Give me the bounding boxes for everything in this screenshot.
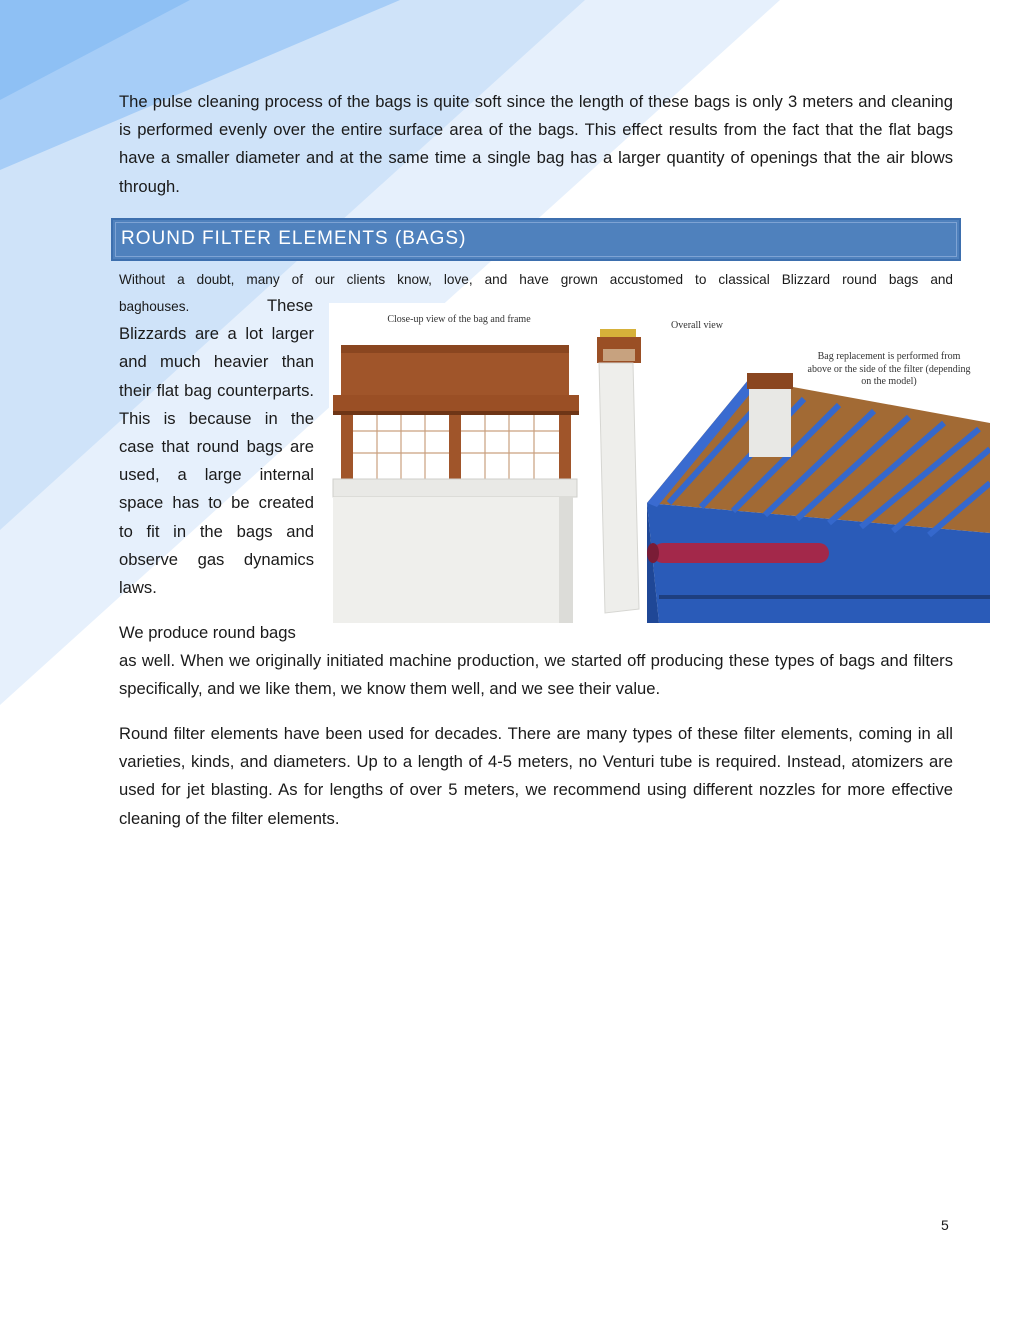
side-column-text bbox=[119, 292, 314, 602]
frame-lip-edge bbox=[333, 411, 579, 415]
section-heading-bar bbox=[111, 218, 961, 261]
bag-shadow bbox=[559, 497, 573, 623]
label-replacement-line-1: Bag replacement is performed from bbox=[817, 351, 961, 362]
paragraph-we-produce: as well. When we originally initiated machine production, we started off producing these types of bags and filters specifically, and we like them, we know them well, and we see their value. bbox=[119, 651, 953, 699]
intro-baghouses: baghouses. bbox=[119, 299, 190, 314]
we-produce-start: We produce round bags bbox=[119, 623, 296, 642]
label-replacement bbox=[791, 351, 987, 389]
paragraph-round-filters: Round filter elements have been used for decades. There are many types of these filter elements, coming in all varieties, kinds, and diameters. Up to a length of 4-5 meters, no Venturi tube is required. Instead, atomizers are used for jet blasting. As for lengths of over 5 meters, we recommend using different nozzles for more effective cleaning of the filter elements. bbox=[119, 724, 953, 828]
page-number: 5 bbox=[941, 1217, 949, 1233]
frame-post-left bbox=[341, 415, 353, 481]
bag-top-window bbox=[603, 349, 635, 361]
side-text-first: These bbox=[267, 296, 314, 315]
label-closeup: Close-up view of the bag and frame bbox=[387, 314, 531, 325]
housing-base-line bbox=[659, 595, 990, 599]
replacement-bag bbox=[749, 387, 791, 457]
frame-top-cap-face bbox=[341, 353, 569, 397]
label-replacement-line-3: on the model) bbox=[861, 376, 917, 387]
intro-line: Without a doubt, many of our clients know, love, and have grown accustomed to classical Blizzard round bags and bbox=[119, 272, 953, 287]
inlet-pipe bbox=[653, 543, 829, 563]
section-heading: ROUND FILTER ELEMENTS (BAGS) bbox=[121, 228, 467, 249]
filter-housing bbox=[647, 373, 990, 623]
replacement-bag-cap bbox=[747, 373, 793, 389]
frame-post-mid bbox=[449, 415, 461, 481]
bag-body bbox=[333, 497, 573, 623]
frame-post-right bbox=[559, 415, 571, 481]
side-text-rest: Blizzards are a lot larger and much heavier than their flat bag counterparts. This is because in the case that round bags are used, a large internal space has to be created to fit in the bags and observe gas dynamics laws. bbox=[119, 324, 314, 598]
label-replacement-line-2: above or the side of the filter (depending bbox=[807, 363, 971, 375]
bag-long-body bbox=[599, 363, 639, 613]
bag-top-cap bbox=[600, 329, 636, 337]
bag-collar bbox=[333, 479, 577, 497]
closeup-bag-frame bbox=[333, 345, 579, 623]
inlet-pipe-end bbox=[647, 543, 659, 563]
standalone-bag bbox=[597, 329, 641, 613]
filter-illustration-figure bbox=[329, 303, 990, 623]
label-overall: Overall view bbox=[671, 320, 723, 331]
paragraph-pulse-cleaning: The pulse cleaning process of the bags is quite soft since the length of these bags is only 3 meters and cleaning is performed evenly over the entire surface area of the bags. This effect results from the fact that the flat bags have a smaller diameter and at the same time a single bag has a larger quantity of openings that the air blows through. bbox=[119, 92, 953, 196]
